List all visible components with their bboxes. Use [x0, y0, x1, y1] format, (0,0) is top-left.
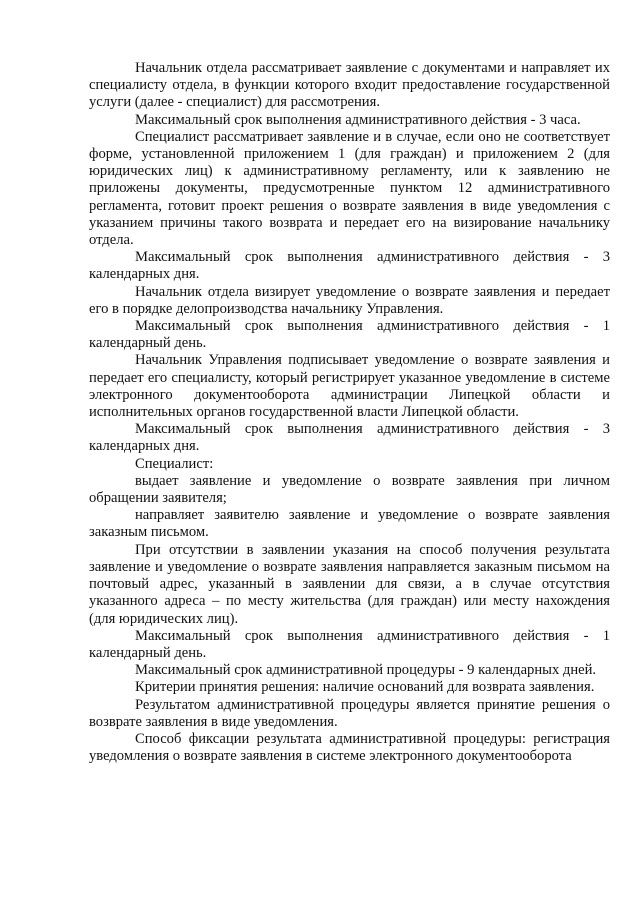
document-page [89, 60, 610, 765]
paragraph-result-recording: Способ фиксации результата административной процедуры: регистрация уведомления о возврате заявления в системе электронного документооборота [89, 730, 610, 765]
paragraph-procedure-result: Результатом административной процедуры является принятие решения о возврате заявления в виде уведомления. [89, 696, 610, 730]
paragraph-head-visa: Начальник отдела визирует уведомление о возврате заявления и передает его в порядке делопроизводства начальнику Управления. [89, 283, 610, 317]
paragraph-department-head-signs: Начальник Управления подписывает уведомление о возврате заявления и передает его специалисту, который регистрирует указанное уведомление в системе электронного документооборота администрации Липецкой области и исполнительных органов государственной власти Липецкой области. [89, 352, 610, 421]
paragraph-deadline-1-day: Максимальный срок выполнения административного действия - 1 календарный день. [89, 318, 610, 352]
paragraph-no-delivery-method: При отсутствии в заявлении указания на способ получения результата заявление и уведомление о возврате заявления направляется заказным письмом на почтовый адрес, указанный в заявлении для связи, а в случае отсутствия указанного адреса – по месту жительства (для граждан) или месту нахождения (для юридических лиц). [89, 541, 610, 627]
paragraph-deadline-1-day-2: Максимальный срок выполнения административного действия - 1 календарный день. [89, 627, 610, 661]
paragraph-review-by-head: Начальник отдела рассматривает заявление с документами и направляет их специалисту отдела, в функции которого входит предоставление государственной услуги (далее - специалист) для рассмотрения. [89, 60, 610, 111]
paragraph-specialist-review: Специалист рассматривает заявление и в случае, если оно не соответствует форме, установленной приложением 1 (для граждан) и приложением 2 (для юридических лиц) к административному регламенту, или к заявлению не приложены документы, предусмотренные пунктом 12 административного регламента, готовит проект решения о возврате заявления в виде уведомления с указанием причины такого возврата и передает его на визирование начальнику отдела. [89, 128, 610, 249]
paragraph-issue-in-person: выдает заявление и уведомление о возврате заявления при личном обращении заявителя; [89, 472, 610, 507]
paragraph-decision-criteria: Критерии принятия решения: наличие оснований для возврата заявления. [135, 679, 595, 696]
paragraph-send-by-mail: направляет заявителю заявление и уведомление о возврате заявления заказным письмом. [89, 507, 610, 541]
paragraph-specialist-label: Специалист: [135, 455, 214, 472]
paragraph-deadline-3-days: Максимальный срок выполнения административного действия - 3 календарных дня. [89, 249, 610, 283]
paragraph-deadline-3-hours: Максимальный срок выполнения административного действия - 3 часа. [135, 111, 581, 128]
paragraph-procedure-deadline: Максимальный срок административной процедуры - 9 календарных дней. [135, 662, 597, 679]
paragraph-deadline-3-days-2: Максимальный срок выполнения административного действия - 3 календарных дня. [89, 421, 610, 455]
